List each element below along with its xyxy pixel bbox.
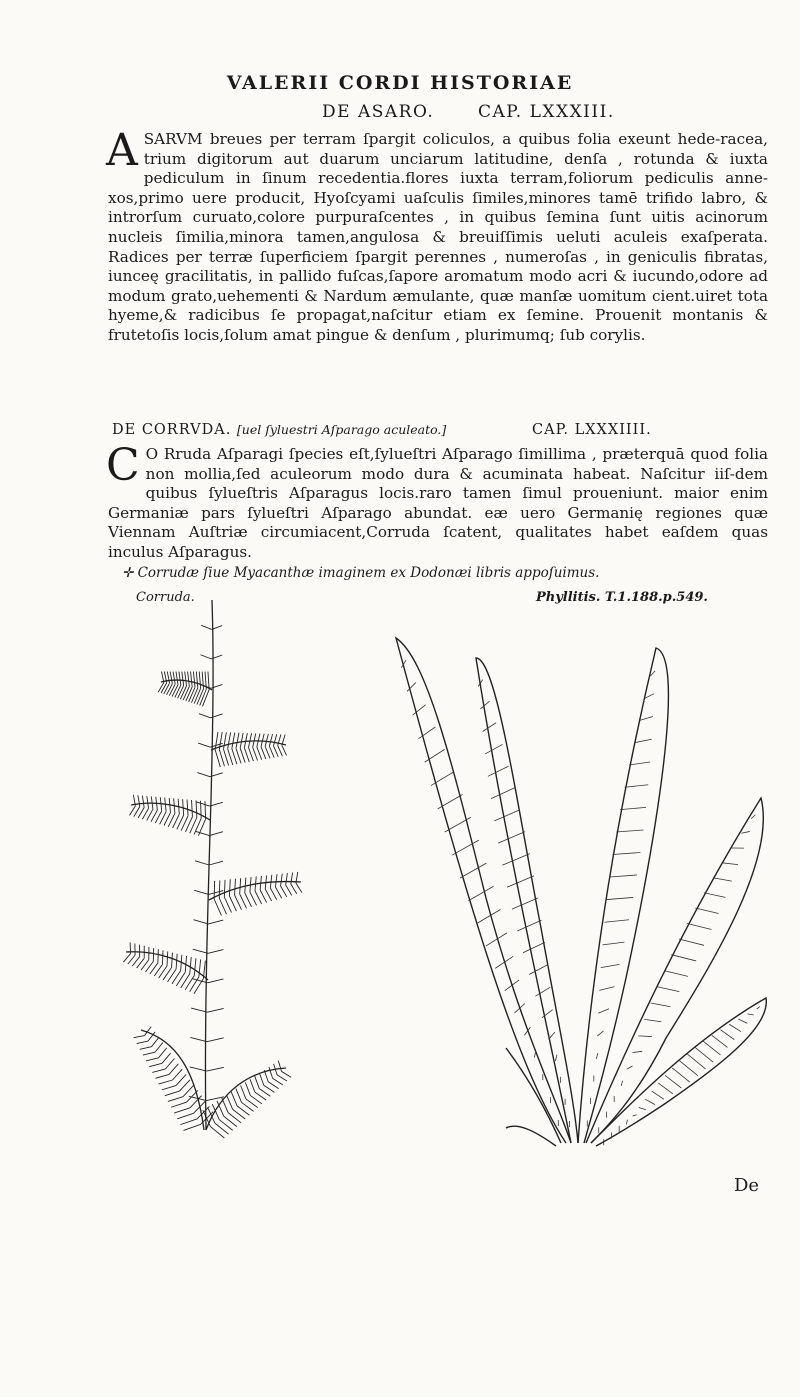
chapter-title: DE CORRVDA. (112, 422, 232, 438)
chapter-number: CAP. LXXXIII. (478, 102, 615, 122)
drop-cap: C (106, 440, 140, 491)
chapter-heading-corruda (112, 422, 772, 438)
paragraph-corruda (106, 440, 768, 563)
figure-caption-corruda: Corruda. (136, 590, 195, 605)
chapter-alt-title: [uel ſyluestri Aſparago aculeato.] (236, 422, 447, 437)
drop-cap: A (106, 125, 138, 176)
figure-caption-phyllitis: Phyllitis. T.1.188.p.549. (536, 590, 708, 605)
phyllitis-woodcut (356, 598, 776, 1158)
catchword: De (734, 1175, 760, 1196)
running-head: VALERII CORDI HISTORIAE (226, 72, 574, 94)
paragraph-text: SARVM breues per terram ſpargit coliculos, a quibus folia exeunt hede-racea, trium digitorum aut duarum unciarum latitudine, denſa , rotunda & iuxta pediculum in ſinum recedentia.flores iuxta terram,foliorum pediculis anne-xos,primo uere producit, Hyoſcyami uaſculis ſimiles,minores tamē trifido labro, & introrſum curuato,colore purpuraſcentes , in quibus ſemina ſunt uitis acinorum nucleis ſimilia,minora tamen,angulosa & breuiſſimis ueluti aculeis exaſperata. Radices per terræ ſuperficiem ſpargit perennes , numeroſas , in geniculis fibratas, iunceę gracilitatis, in pallido fuſcas,ſapore aromatum modo acri & iucundo,odore ad modum grato,uehementi & Nardum æmulante, quæ manſæ uomitum cient.uiret tota hyeme,& radicibus ſe propagat,naſcitur etiam ex ſemine. Prouenit montanis & frutetoſis locis,ſolum amat pingue & denſum , plurimumq; ſub corylis. (108, 130, 768, 344)
paragraph-text: O Rruda Aſparagi ſpecies eſt,ſylueſtri Aſparago ſimillima , præterquā quod folia non mollia,ſed aculeorum modo dura & acuminata habeat. Naſcitur iiſ-dem quibus ſylueſtris Aſparagus locis.raro tamen ſimul proueniunt. maior enim Germaniæ pars ſylueſtri Aſparago abundat. eæ uero Germanię regiones quæ Viennam Auſtriæ circumiacent,Corruda ſcatent, qualitates habet eaſdem quas inculus Aſparagus. (108, 445, 768, 561)
corruda-woodcut (46, 600, 366, 1140)
paragraph-asarum (106, 125, 768, 346)
image-note: ✛ Corrudæ ſiue Myacanthæ imaginem ex Dodonæi libris appoſuimus. (122, 565, 600, 581)
chapter-number: CAP. LXXXIIII. (532, 422, 652, 438)
chapter-title: DE ASARO. (322, 102, 435, 122)
